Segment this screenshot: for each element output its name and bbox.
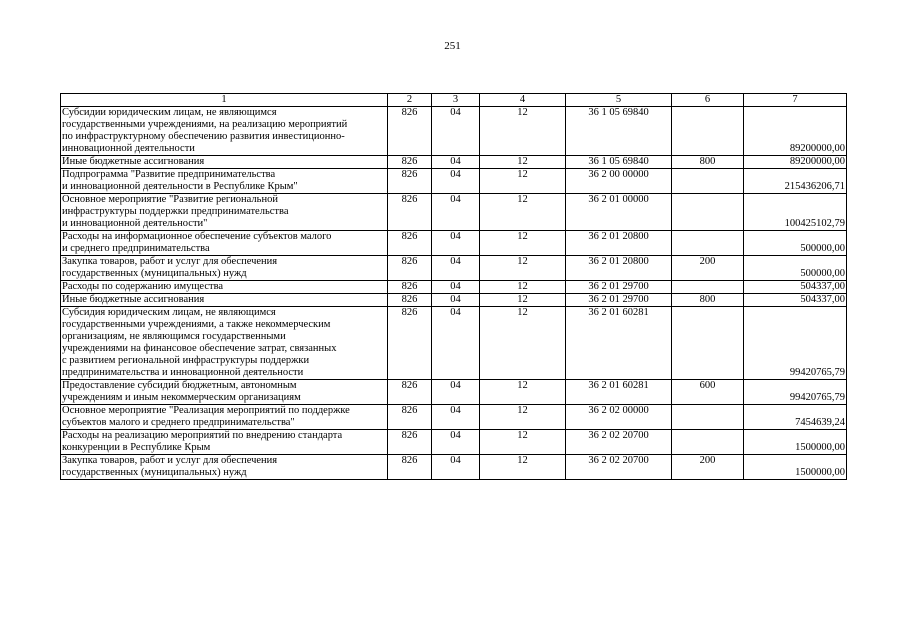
row-description-cell: Основное мероприятие "Реализация мероприятий по поддержке субъектов малого и среднего предпринимательства" <box>61 405 388 430</box>
amount-cell: 89200000,00 <box>744 107 847 156</box>
table-row <box>61 430 847 455</box>
ministry-code-cell: 826 <box>388 294 432 307</box>
subsection-code-cell: 12 <box>480 405 566 430</box>
ministry-code-cell: 826 <box>388 430 432 455</box>
amount-cell: 1500000,00 <box>744 430 847 455</box>
amount-cell: 500000,00 <box>744 231 847 256</box>
row-description-cell: Субсидия юридическим лицам, не являющимся государственными учреждениями, а также некоммерческим организациям, не являющимся государственными учреждениями на финансовое обеспечение затрат, связанных с развитием региональной инфраструктуры поддержки предпринимательства и инновационной деятельности <box>61 307 388 380</box>
subsection-code-cell: 12 <box>480 430 566 455</box>
ministry-code-cell: 826 <box>388 169 432 194</box>
target-article-cell: 36 2 02 20700 <box>566 455 672 480</box>
row-description-cell: Закупка товаров, работ и услуг для обеспечения государственных (муниципальных) нужд <box>61 455 388 480</box>
amount-cell: 215436206,71 <box>744 169 847 194</box>
ministry-code-cell: 826 <box>388 231 432 256</box>
row-description-cell: Расходы на информационное обеспечение субъектов малого и среднего предпринимательства <box>61 231 388 256</box>
table-row <box>61 169 847 194</box>
subsection-code-cell: 12 <box>480 256 566 281</box>
section-code-cell: 04 <box>432 194 480 231</box>
amount-cell: 504337,00 <box>744 281 847 294</box>
column-header: 1 <box>61 94 388 107</box>
section-code-cell: 04 <box>432 156 480 169</box>
target-article-cell: 36 2 00 00000 <box>566 169 672 194</box>
subsection-code-cell: 12 <box>480 194 566 231</box>
target-article-cell: 36 2 02 20700 <box>566 430 672 455</box>
expense-type-cell <box>672 405 744 430</box>
section-code-cell: 04 <box>432 430 480 455</box>
expense-type-cell <box>672 307 744 380</box>
table-row <box>61 455 847 480</box>
subsection-code-cell: 12 <box>480 281 566 294</box>
target-article-cell: 36 2 01 29700 <box>566 294 672 307</box>
ministry-code-cell: 826 <box>388 256 432 281</box>
row-description-cell: Расходы на реализацию мероприятий по внедрению стандарта конкуренции в Республике Крым <box>61 430 388 455</box>
section-code-cell: 04 <box>432 380 480 405</box>
table-row <box>61 107 847 156</box>
section-code-cell: 04 <box>432 281 480 294</box>
ministry-code-cell: 826 <box>388 194 432 231</box>
expense-type-cell: 800 <box>672 294 744 307</box>
column-header: 4 <box>480 94 566 107</box>
column-header: 6 <box>672 94 744 107</box>
section-code-cell: 04 <box>432 169 480 194</box>
row-description-cell: Иные бюджетные ассигнования <box>61 294 388 307</box>
expense-type-cell: 800 <box>672 156 744 169</box>
amount-cell: 504337,00 <box>744 294 847 307</box>
expense-type-cell <box>672 231 744 256</box>
expense-type-cell <box>672 430 744 455</box>
target-article-cell: 36 2 01 60281 <box>566 307 672 380</box>
subsection-code-cell: 12 <box>480 169 566 194</box>
table-row <box>61 294 847 307</box>
expense-type-cell: 200 <box>672 256 744 281</box>
amount-cell: 100425102,79 <box>744 194 847 231</box>
section-code-cell: 04 <box>432 107 480 156</box>
table-row <box>61 194 847 231</box>
amount-cell: 500000,00 <box>744 256 847 281</box>
table-row <box>61 256 847 281</box>
subsection-code-cell: 12 <box>480 455 566 480</box>
ministry-code-cell: 826 <box>388 405 432 430</box>
budget-table <box>60 93 847 480</box>
column-header: 3 <box>432 94 480 107</box>
target-article-cell: 36 2 01 20800 <box>566 231 672 256</box>
page-number: 251 <box>444 40 461 52</box>
amount-cell: 99420765,79 <box>744 307 847 380</box>
row-description-cell: Иные бюджетные ассигнования <box>61 156 388 169</box>
row-description-cell: Подпрограмма "Развитие предпринимательства и инновационной деятельности в Республике Крым" <box>61 169 388 194</box>
ministry-code-cell: 826 <box>388 156 432 169</box>
table-row <box>61 156 847 169</box>
row-description-cell: Основное мероприятие "Развитие региональной инфраструктуры поддержки предпринимательства и инновационной деятельности" <box>61 194 388 231</box>
column-header: 2 <box>388 94 432 107</box>
section-code-cell: 04 <box>432 405 480 430</box>
section-code-cell: 04 <box>432 455 480 480</box>
ministry-code-cell: 826 <box>388 380 432 405</box>
row-description-cell: Субсидии юридическим лицам, не являющимся государственными учреждениями, на реализацию мероприятий по инфраструктурному обеспечению развития инвестиционно- инновационной деятельности <box>61 107 388 156</box>
table-row <box>61 281 847 294</box>
ministry-code-cell: 826 <box>388 107 432 156</box>
expense-type-cell <box>672 194 744 231</box>
table-body <box>61 107 847 480</box>
amount-cell: 99420765,79 <box>744 380 847 405</box>
section-code-cell: 04 <box>432 256 480 281</box>
expense-type-cell: 200 <box>672 455 744 480</box>
amount-cell: 1500000,00 <box>744 455 847 480</box>
ministry-code-cell: 826 <box>388 307 432 380</box>
section-code-cell: 04 <box>432 307 480 380</box>
expense-type-cell <box>672 107 744 156</box>
target-article-cell: 36 2 01 20800 <box>566 256 672 281</box>
row-description-cell: Закупка товаров, работ и услуг для обеспечения государственных (муниципальных) нужд <box>61 256 388 281</box>
subsection-code-cell: 12 <box>480 380 566 405</box>
row-description-cell: Расходы по содержанию имущества <box>61 281 388 294</box>
target-article-cell: 36 2 01 60281 <box>566 380 672 405</box>
column-header: 5 <box>566 94 672 107</box>
subsection-code-cell: 12 <box>480 231 566 256</box>
subsection-code-cell: 12 <box>480 107 566 156</box>
row-description-cell: Предоставление субсидий бюджетным, автономным учреждениям и иным некоммерческим организациям <box>61 380 388 405</box>
table-row <box>61 231 847 256</box>
subsection-code-cell: 12 <box>480 156 566 169</box>
expense-type-cell <box>672 169 744 194</box>
section-code-cell: 04 <box>432 294 480 307</box>
target-article-cell: 36 2 01 00000 <box>566 194 672 231</box>
table-row <box>61 380 847 405</box>
amount-cell: 7454639,24 <box>744 405 847 430</box>
amount-cell: 89200000,00 <box>744 156 847 169</box>
section-code-cell: 04 <box>432 231 480 256</box>
target-article-cell: 36 1 05 69840 <box>566 156 672 169</box>
ministry-code-cell: 826 <box>388 455 432 480</box>
table-row <box>61 307 847 380</box>
column-header: 7 <box>744 94 847 107</box>
target-article-cell: 36 1 05 69840 <box>566 107 672 156</box>
target-article-cell: 36 2 02 00000 <box>566 405 672 430</box>
table-header-row <box>61 94 847 107</box>
expense-type-cell <box>672 281 744 294</box>
subsection-code-cell: 12 <box>480 294 566 307</box>
table-row <box>61 405 847 430</box>
ministry-code-cell: 826 <box>388 281 432 294</box>
expense-type-cell: 600 <box>672 380 744 405</box>
target-article-cell: 36 2 01 29700 <box>566 281 672 294</box>
subsection-code-cell: 12 <box>480 307 566 380</box>
